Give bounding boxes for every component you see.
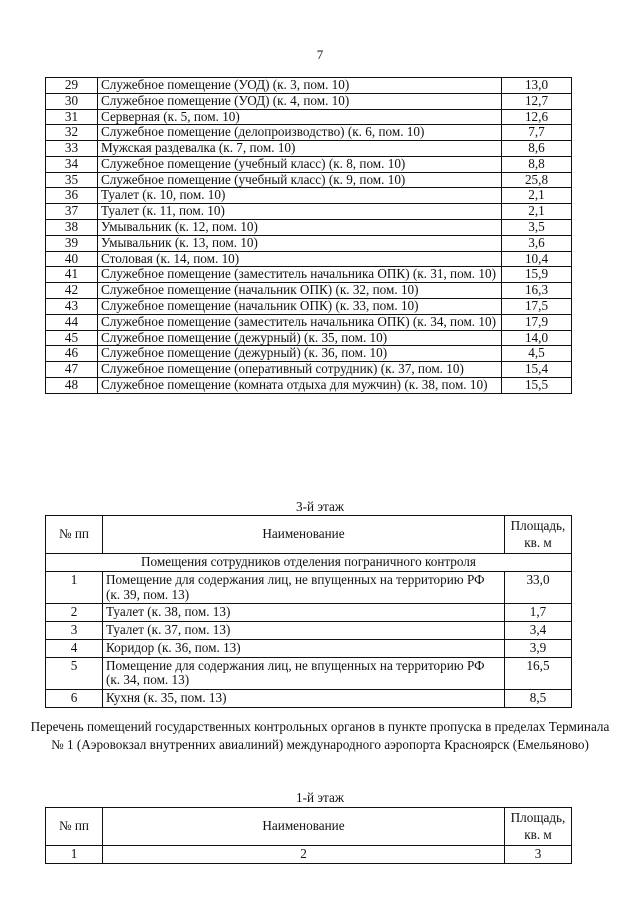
row-area: 17,9 [502,314,572,330]
table-row [46,188,572,204]
row-name: Кухня (к. 35, пом. 13) [103,690,505,708]
row-number: 46 [46,346,98,362]
row-name: Умывальник (к. 13, пом. 10) [98,235,502,251]
table-row [46,346,572,362]
table-row [46,690,572,708]
row-area: 16,3 [502,283,572,299]
row-name: Служебное помещение (начальник ОПК) (к. 32, пом. 10) [98,283,502,299]
table-row [46,251,572,267]
column-index-row [46,846,572,864]
table-row [46,283,572,299]
row-number: 30 [46,93,98,109]
table-header-row [46,808,572,846]
list-heading: Перечень помещений государственных контрольных органов в пункте пропуска в пределах Терминала № 1 (Аэровокзал внутренних авиалиний) международного аэропорта Красноярск (Емельяново) [30,719,610,752]
section-row [46,554,572,572]
row-name: Служебное помещение (учебный класс) (к. 8, пом. 10) [98,156,502,172]
row-area: 7,7 [502,125,572,141]
row-number: 44 [46,314,98,330]
row-number: 34 [46,156,98,172]
header-area: Площадь, кв. м [505,516,572,554]
row-area: 14,0 [502,330,572,346]
row-area: 15,4 [502,362,572,378]
row-number: 47 [46,362,98,378]
row-name: Служебное помещение (комната отдыха для мужчин) (к. 38, пом. 10) [98,377,502,393]
row-name: Служебное помещение (оперативный сотрудник) (к. 37, пом. 10) [98,362,502,378]
row-name: Туалет (к. 11, пом. 10) [98,204,502,220]
row-number: 43 [46,298,98,314]
row-area: 8,5 [505,690,572,708]
row-name: Служебное помещение (дежурный) (к. 36, пом. 10) [98,346,502,362]
row-number: 45 [46,330,98,346]
row-number: 31 [46,109,98,125]
header-number: № пп [46,516,103,554]
table-row [46,220,572,236]
row-name: Служебное помещение (заместитель начальника ОПК) (к. 34, пом. 10) [98,314,502,330]
table-header-row [46,516,572,554]
row-name: Служебное помещение (начальник ОПК) (к. 33, пом. 10) [98,298,502,314]
table-row [46,604,572,622]
row-name: Помещение для содержания лиц, не впущенных на территорию РФ (к. 39, пом. 13) [103,571,505,604]
row-area: 8,8 [502,156,572,172]
row-number: 42 [46,283,98,299]
row-area: 3,5 [502,220,572,236]
floor-heading: 3-й этаж [296,499,344,514]
table-row [46,362,572,378]
row-name: Туалет (к. 10, пом. 10) [98,188,502,204]
row-area: 12,6 [502,109,572,125]
row-area: 3,9 [505,639,572,657]
row-area: 2,1 [502,204,572,220]
row-name: Коридор (к. 36, пом. 13) [103,639,505,657]
table-row [46,639,572,657]
row-name: Умывальник (к. 12, пом. 10) [98,220,502,236]
index-number: 1 [46,846,103,864]
row-name: Служебное помещение (учебный класс) (к. 9, пом. 10) [98,172,502,188]
row-name: Служебное помещение (УОД) (к. 4, пом. 10) [98,93,502,109]
row-name: Служебное помещение (делопроизводство) (к. 6, пом. 10) [98,125,502,141]
row-area: 25,8 [502,172,572,188]
row-number: 29 [46,78,98,94]
header-name: Наименование [103,516,505,554]
row-area: 17,5 [502,298,572,314]
index-name: 2 [103,846,505,864]
table-row [46,141,572,157]
row-name: Служебное помещение (дежурный) (к. 35, пом. 10) [98,330,502,346]
table-row [46,314,572,330]
section-title: Помещения сотрудников отделения пограничного контроля [46,554,572,572]
row-name: Служебное помещение (заместитель начальника ОПК) (к. 31, пом. 10) [98,267,502,283]
table-row [46,125,572,141]
row-number: 38 [46,220,98,236]
row-number: 3 [46,622,103,640]
row-number: 39 [46,235,98,251]
row-area: 4,5 [502,346,572,362]
row-number: 1 [46,571,103,604]
row-area: 15,9 [502,267,572,283]
page-number: 7 [316,47,324,62]
row-area: 10,4 [502,251,572,267]
table-row [46,156,572,172]
table-row [46,657,572,690]
row-number: 36 [46,188,98,204]
index-area: 3 [505,846,572,864]
table-row [46,622,572,640]
table-row [46,78,572,94]
row-number: 32 [46,125,98,141]
row-area: 3,4 [505,622,572,640]
row-number: 2 [46,604,103,622]
floor-heading: 1-й этаж [296,790,344,805]
row-number: 41 [46,267,98,283]
table-row [46,235,572,251]
row-number: 35 [46,172,98,188]
row-area: 33,0 [505,571,572,604]
row-number: 37 [46,204,98,220]
row-number: 6 [46,690,103,708]
row-area: 2,1 [502,188,572,204]
row-number: 40 [46,251,98,267]
table-row [46,377,572,393]
row-name: Туалет (к. 37, пом. 13) [103,622,505,640]
rooms-table-continuation [45,77,572,394]
row-name: Серверная (к. 5, пом. 10) [98,109,502,125]
table-row [46,267,572,283]
row-area: 12,7 [502,93,572,109]
header-area: Площадь, кв. м [505,808,572,846]
row-area: 3,6 [502,235,572,251]
row-number: 48 [46,377,98,393]
row-area: 13,0 [502,78,572,94]
row-area: 15,5 [502,377,572,393]
header-name: Наименование [103,808,505,846]
table-row [46,298,572,314]
row-name: Мужская раздевалка (к. 7, пом. 10) [98,141,502,157]
rooms-table-floor-1 [45,807,572,864]
row-number: 33 [46,141,98,157]
header-number: № пп [46,808,103,846]
row-area: 1,7 [505,604,572,622]
row-area: 8,6 [502,141,572,157]
row-number: 5 [46,657,103,690]
row-area: 16,5 [505,657,572,690]
row-name: Столовая (к. 14, пом. 10) [98,251,502,267]
row-name: Служебное помещение (УОД) (к. 3, пом. 10) [98,78,502,94]
table-row [46,571,572,604]
rooms-table-floor-3 [45,515,572,708]
row-name: Туалет (к. 38, пом. 13) [103,604,505,622]
table-row [46,204,572,220]
row-number: 4 [46,639,103,657]
row-name: Помещение для содержания лиц, не впущенных на территорию РФ (к. 34, пом. 13) [103,657,505,690]
table-row [46,172,572,188]
table-row [46,330,572,346]
table-row [46,109,572,125]
table-row [46,93,572,109]
